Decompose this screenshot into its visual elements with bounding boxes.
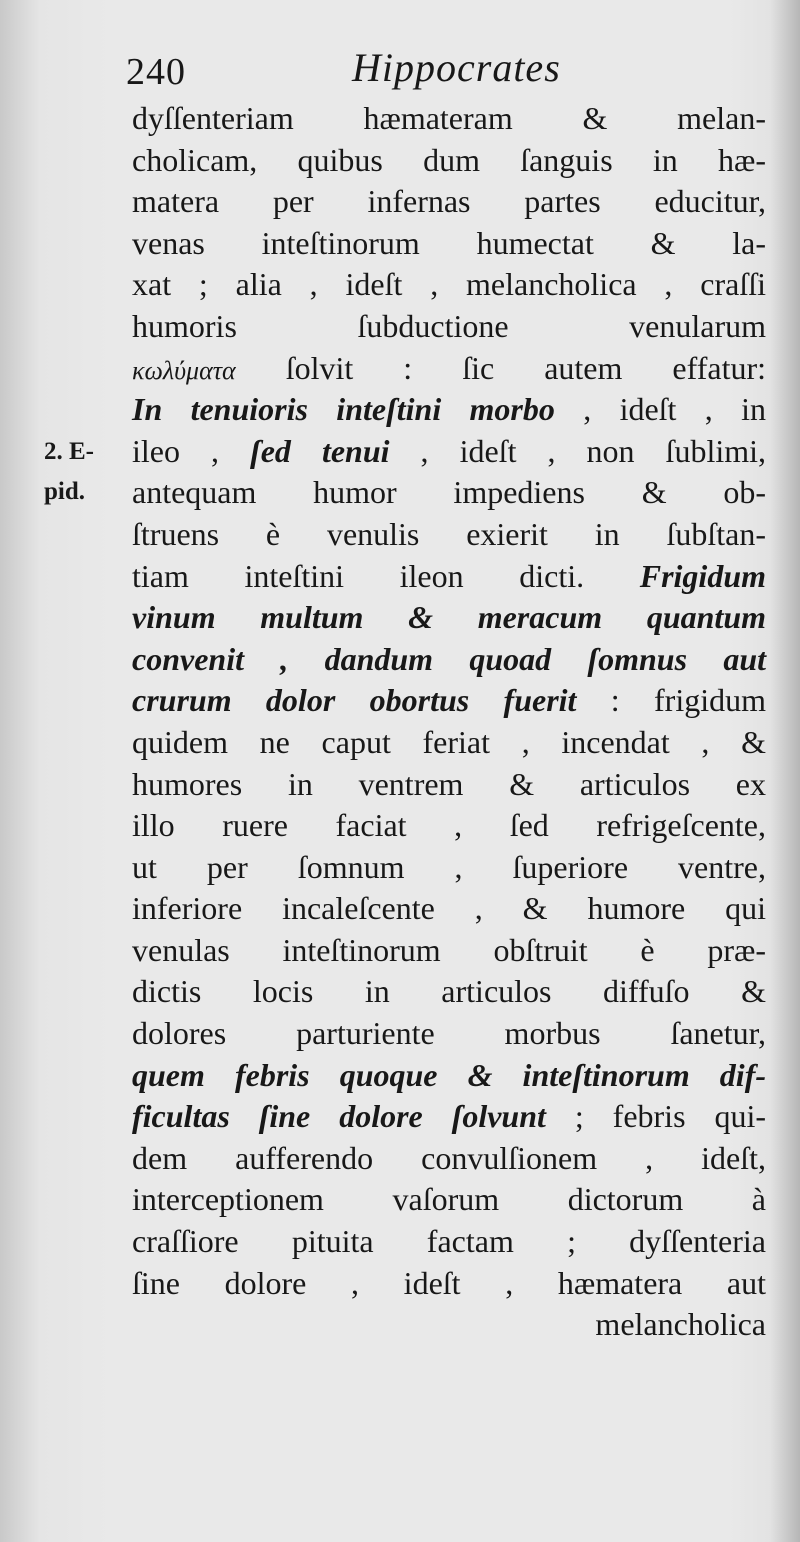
quoted-aphorism: Frigidum bbox=[639, 557, 766, 594]
quoted-aphorism: ſed tenui bbox=[250, 432, 390, 469]
text-line: ileo , ſed tenui , ideſt , non ſublimi, bbox=[132, 432, 766, 469]
text-line: craſſiore pituita factam ; dyſſenteria bbox=[132, 1223, 766, 1260]
text-line: illo ruere faciat , ſed refrigeſcente, bbox=[132, 807, 766, 844]
text-line: ſtruens è venulis exierit in ſubſtan- bbox=[132, 515, 766, 552]
text-line bbox=[132, 639, 766, 681]
body-text bbox=[132, 98, 766, 1346]
quoted-aphorism: crurum dolor obortus fuerit bbox=[132, 682, 577, 719]
text-line: venas inteſtinorum humectat & la- bbox=[132, 224, 766, 261]
running-head: Hippocrates bbox=[352, 45, 561, 90]
text-line bbox=[132, 597, 766, 639]
text-line: dem aufferendo convulſionem , ideſt, bbox=[132, 1139, 766, 1176]
text-line: κωλύματα ſolvit : ſic autem effatur: bbox=[132, 349, 766, 386]
page-header bbox=[0, 40, 800, 100]
margin-note bbox=[44, 432, 94, 512]
text-line: humores in ventrem & articulos ex bbox=[132, 765, 766, 802]
text-line: xat ; alia , ideſt , melancholica , craſſi bbox=[132, 266, 766, 303]
text-line: dolores parturiente morbus ſanetur, bbox=[132, 1015, 766, 1052]
text-line: ut per ſomnum , ſuperiore ventre, bbox=[132, 848, 766, 885]
text-line: quidem ne caput feriat , incendat , & bbox=[132, 723, 766, 760]
margin-note-line: pid. bbox=[44, 478, 86, 505]
quoted-aphorism: In tenuioris inteſtini morbo bbox=[132, 391, 555, 428]
quoted-aphorism: ficultas ſine dolore ſolvunt bbox=[132, 1098, 546, 1135]
text-line: tiam inteſtini ileon dicti. Frigidum bbox=[132, 557, 766, 594]
text-line: humoris ſubductione venularum bbox=[132, 307, 766, 344]
catchword-line: melancholica bbox=[595, 1306, 766, 1343]
margin-note-line: 2. E- bbox=[44, 438, 94, 465]
text-line: ficultas ſine dolore ſolvunt ; febris qui- bbox=[132, 1098, 767, 1135]
text-line: crurum dolor obortus fuerit : frigidum bbox=[132, 682, 767, 719]
text-line: In tenuioris inteſtini morbo , ideſt , in bbox=[132, 391, 767, 428]
text-line: ſine dolore , ideſt , hæmatera aut bbox=[132, 1264, 766, 1301]
text-line bbox=[132, 1055, 766, 1097]
text-line: cholicam, quibus dum ſanguis in hæ- bbox=[132, 141, 766, 178]
page-number: 240 bbox=[126, 51, 186, 93]
quoted-aphorism: quem febris quoque & inteſtinorum dif- bbox=[132, 1056, 766, 1093]
text-line: antequam humor impediens & ob- bbox=[132, 474, 766, 511]
quoted-aphorism: convenit , dandum quoad ſomnus aut bbox=[132, 640, 766, 677]
quoted-aphorism: vinum multum & meracum quantum bbox=[132, 599, 766, 636]
text-line: matera per infernas partes educitur, bbox=[132, 183, 766, 220]
text-line: dyſſenteriam hæmateram & melan- bbox=[132, 100, 766, 136]
text-line: dictis locis in articulos diffuſo & bbox=[132, 973, 766, 1010]
greek-word: κωλύματα bbox=[132, 355, 236, 385]
text-line: inferiore incaleſcente , & humore qui bbox=[132, 890, 766, 927]
text-line: interceptionem vaſorum dictorum à bbox=[132, 1181, 766, 1218]
text-line: venulas inteſtinorum obſtruit è præ- bbox=[132, 931, 766, 968]
